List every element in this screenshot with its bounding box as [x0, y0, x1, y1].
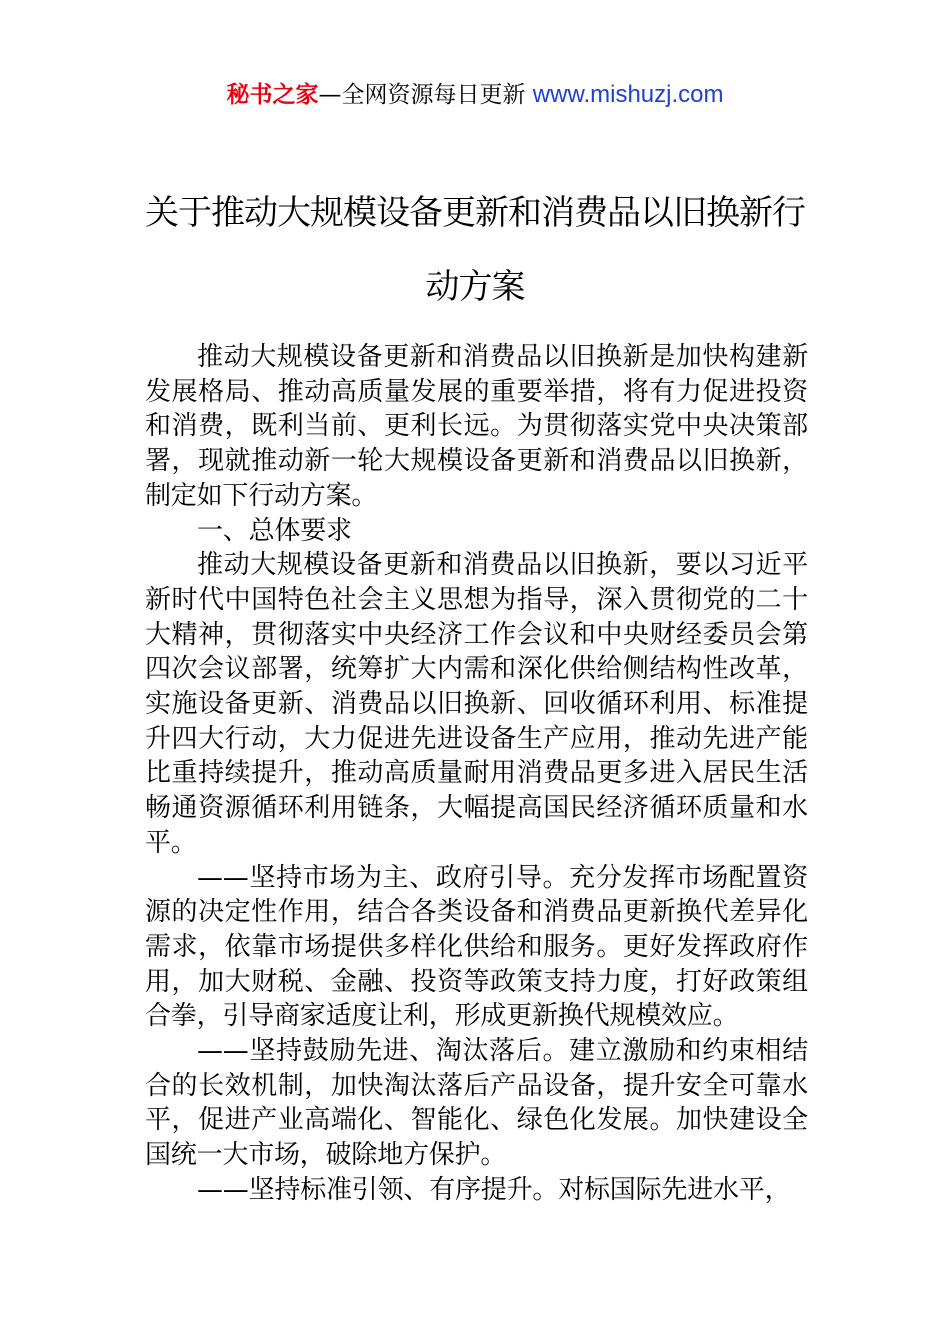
document-body	[145, 340, 808, 1208]
paragraph-overall-requirements: 推动大规模设备更新和消费品以旧换新，要以习近平新时代中国特色社会主义思想为指导，深入贯彻党的二十大精神，贯彻落实中央经济工作会议和中央财经委员会第四次会议部署，统筹扩大内需和深化供给侧结构性改革，实施设备更新、消费品以旧换新、回收循环利用、标准提升四大行动，大力促进先进设备生产应用，推动先进产能比重持续提升，推动高质量耐用消费品更多进入居民生活畅通资源循环利用链条，大幅提高国民经济循环质量和水平。	[145, 550, 808, 858]
paragraph-intro: 推动大规模设备更新和消费品以旧换新是加快构建新发展格局、推动高质量发展的重要举措，将有力促进投资和消费，既利当前、更利长远。为贯彻落实党中央决策部署，现就推动新一轮大规模设备更新和消费品以旧换新，制定如下行动方案。	[145, 342, 808, 511]
section-heading: 一、总体要求	[197, 515, 352, 546]
paragraph-principle-market: ——坚持市场为主、政府引导。充分发挥市场配置资源的决定性作用，结合各类设备和消费品更新换代差异化需求，依靠市场提供多样化供给和服务。更好发挥政府作用，加大财税、金融、投资等政策支持力度，打好政策组合拳，引导商家适度让利，形成更新换代规模效应。	[145, 862, 808, 1032]
paragraph-principle-advanced: ——坚持鼓励先进、淘汰落后。建立激励和约束相结合的长效机制，加快淘汰落后产品设备，提升安全可靠水平，促进产业高端化、智能化、绿色化发展。加快建设全国统一大市场，破除地方保护。	[145, 1036, 808, 1171]
site-url-link[interactable]: www.mishuzj.com	[532, 81, 724, 108]
site-tagline: —全网资源每日更新	[318, 82, 533, 108]
document-title: 关于推动大规模设备更新和消费品以旧换新行动方案	[145, 193, 805, 307]
paragraph-principle-standards: ——坚持标准引领、有序提升。对标国际先进水平，	[197, 1174, 791, 1205]
site-header	[0, 78, 950, 112]
site-brand: 秘书之家	[226, 82, 319, 108]
